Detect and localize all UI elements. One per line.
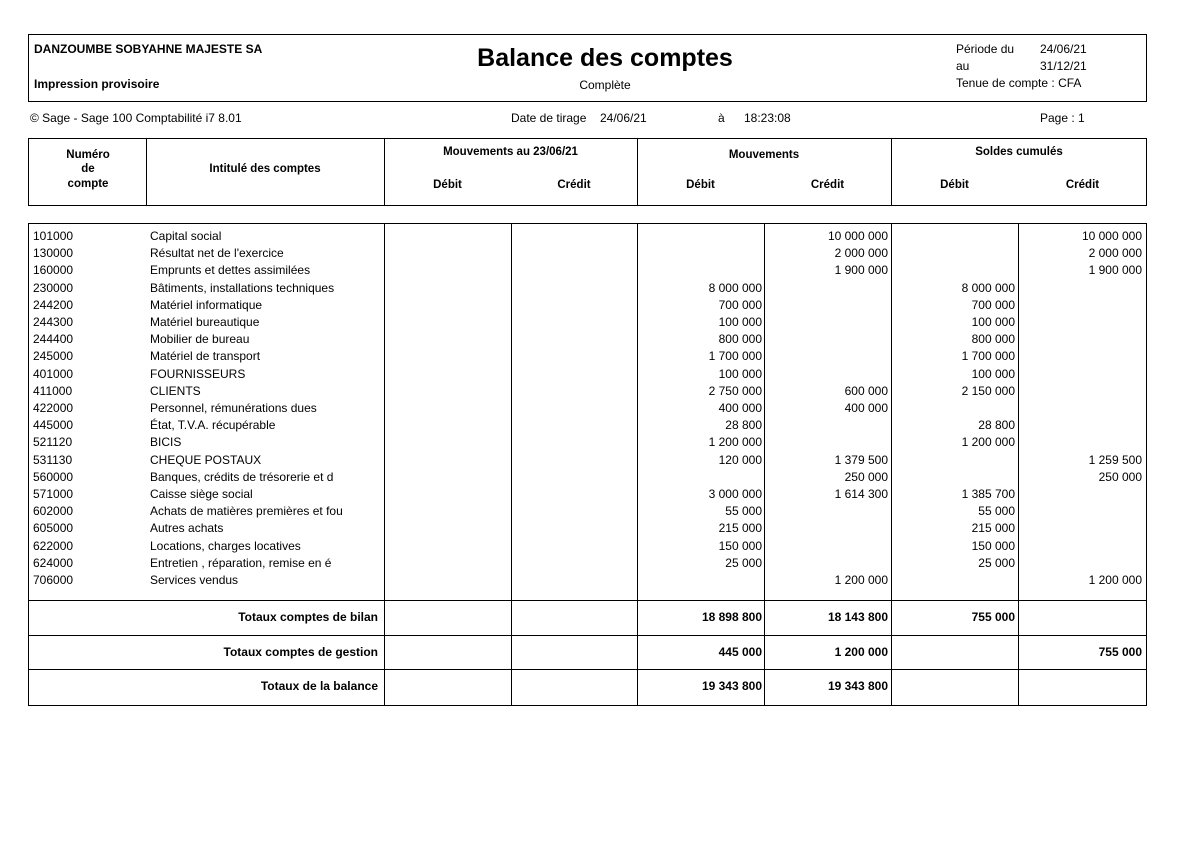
total-debit: 18 898 800 <box>701 610 762 624</box>
table-row <box>30 555 1146 572</box>
debit-cell: 1 200 000 <box>708 435 762 450</box>
solde-credit-cell: 1 200 000 <box>1088 573 1142 587</box>
account-label: Bâtiments, installations techniques <box>150 280 335 295</box>
solde-debit-cell: 100 000 <box>971 315 1015 329</box>
solde-debit-cell: 215 000 <box>971 521 1015 536</box>
account-label: Entretien , réparation, remise en é <box>150 555 332 570</box>
account-label: Capital social <box>150 229 222 243</box>
debit-cell: 120 000 <box>718 452 762 467</box>
account-number: 230000 <box>33 280 74 295</box>
total-label: Totaux comptes de gestion <box>223 645 378 659</box>
credit-cell: 2 000 000 <box>834 246 888 261</box>
account-label: Résultat net de l'exercice <box>150 246 284 261</box>
solde-debit-cell: 8 000 000 <box>961 280 1015 295</box>
col-soldes: Soldes cumulés <box>975 146 1063 158</box>
col-credit: Crédit <box>810 179 845 191</box>
solde-debit-cell: 28 800 <box>978 418 1015 433</box>
table-row <box>30 400 1146 417</box>
solde-debit-cell: 150 000 <box>971 538 1015 553</box>
debit-cell: 8 000 000 <box>708 280 762 295</box>
col-solde-debit: Débit <box>940 179 969 191</box>
col-debit: Débit <box>686 179 715 191</box>
currency-label: Tenue de compte : CFA <box>956 76 1082 90</box>
solde-debit-cell: 2 150 000 <box>961 383 1015 398</box>
credit-cell: 1 379 500 <box>834 452 888 467</box>
total-row <box>30 609 1146 626</box>
period-from-label: Période du <box>956 42 1015 56</box>
account-label: Caisse siège social <box>150 487 253 501</box>
account-number: 130000 <box>33 246 74 261</box>
total-debit: 445 000 <box>718 645 762 659</box>
debit-cell: 3 000 000 <box>708 487 762 501</box>
solde-credit-cell: 1 259 500 <box>1088 452 1142 467</box>
account-label: CLIENTS <box>150 383 201 398</box>
account-number: 521120 <box>33 435 73 450</box>
col-solde-credit: Crédit <box>1065 179 1100 191</box>
report-subtitle: Complète <box>579 78 631 92</box>
solde-debit-cell: 1 385 700 <box>961 487 1015 501</box>
print-mode: Impression provisoire <box>34 77 160 91</box>
account-label: Banques, crédits de trésorerie et d <box>150 469 334 484</box>
account-label: BICIS <box>150 435 182 450</box>
solde-debit-cell: 55 000 <box>978 504 1015 519</box>
account-label: Achats de matières premières et fou <box>150 504 343 519</box>
period-to: 31/12/21 <box>1040 59 1087 73</box>
total-row <box>30 644 1146 661</box>
print-date-label: Date de tirage <box>511 111 587 125</box>
table-row <box>30 538 1146 555</box>
account-label: Matériel de transport <box>150 349 261 364</box>
account-label: Emprunts et dettes assimilées <box>150 263 311 278</box>
credit-cell: 1 200 000 <box>834 573 888 587</box>
solde-credit-cell: 10 000 000 <box>1081 229 1142 243</box>
total-label: Totaux de la balance <box>260 679 378 693</box>
total-credit: 1 200 000 <box>834 645 888 659</box>
col-numero: Numéro <box>66 149 110 161</box>
period-from: 24/06/21 <box>1040 42 1087 56</box>
account-label: Matériel informatique <box>150 297 263 312</box>
table-row <box>30 469 1146 486</box>
table-row <box>30 348 1146 365</box>
solde-debit-cell: 25 000 <box>978 555 1015 570</box>
table-row <box>30 297 1146 314</box>
credit-cell: 250 000 <box>844 469 888 484</box>
account-number: 531130 <box>33 452 73 467</box>
total-label: Totaux comptes de bilan <box>238 610 378 624</box>
period-to-label: au <box>956 59 970 73</box>
account-label: FOURNISSEURS <box>150 366 246 381</box>
debit-cell: 215 000 <box>718 521 762 536</box>
total-row <box>30 678 1146 695</box>
table-row <box>30 262 1146 279</box>
total-solde-debit: 755 000 <box>971 610 1015 624</box>
account-label: Autres achats <box>150 521 224 536</box>
company-name: DANZOUMBE SOBYAHNE MAJESTE SA <box>34 42 263 56</box>
account-label: CHEQUE POSTAUX <box>150 452 262 467</box>
solde-debit-cell: 700 000 <box>971 297 1015 312</box>
table-row <box>30 503 1146 520</box>
table-row <box>30 383 1146 400</box>
report-title: Balance des comptes <box>477 44 733 72</box>
debit-cell: 55 000 <box>725 504 762 519</box>
account-number: 244400 <box>33 332 74 347</box>
account-number: 244200 <box>33 297 74 312</box>
solde-credit-cell: 2 000 000 <box>1088 246 1142 261</box>
solde-debit-cell: 800 000 <box>971 332 1015 347</box>
account-number: 624000 <box>33 555 74 570</box>
credit-cell: 600 000 <box>844 383 888 398</box>
account-label: Matériel bureautique <box>150 315 260 329</box>
solde-credit-cell: 250 000 <box>1098 469 1142 484</box>
debit-cell: 1 700 000 <box>708 349 762 364</box>
account-label: État, T.V.A. récupérable <box>150 418 276 433</box>
account-label: Mobilier de bureau <box>150 332 250 347</box>
account-number: 445000 <box>33 418 74 433</box>
debit-cell: 2 750 000 <box>708 383 762 398</box>
page-number: Page : 1 <box>1040 111 1085 125</box>
account-label: Personnel, rémunérations dues <box>150 401 317 415</box>
table-row <box>30 314 1146 331</box>
table-row <box>30 572 1146 589</box>
account-label: Services vendus <box>150 573 239 587</box>
debit-cell: 700 000 <box>718 297 762 312</box>
credit-cell: 1 614 300 <box>834 487 888 501</box>
account-number: 411000 <box>33 383 73 398</box>
debit-cell: 100 000 <box>718 366 762 381</box>
account-number: 160000 <box>33 263 74 278</box>
col-mouvements: Mouvements <box>728 149 800 161</box>
credit-cell: 400 000 <box>844 401 888 415</box>
debit-cell: 25 000 <box>725 555 762 570</box>
debit-cell: 100 000 <box>718 315 762 329</box>
account-number: 602000 <box>33 504 74 519</box>
debit-cell: 150 000 <box>718 538 762 553</box>
table-row <box>30 245 1146 262</box>
account-number: 571000 <box>33 487 74 501</box>
solde-debit-cell: 1 200 000 <box>961 435 1015 450</box>
col-compte: compte <box>67 178 109 190</box>
table-row <box>30 331 1146 348</box>
table-row <box>30 417 1146 434</box>
table-row <box>30 228 1146 245</box>
software-info: © Sage - Sage 100 Comptabilité i7 8.01 <box>30 111 242 125</box>
total-credit: 19 343 800 <box>827 679 888 693</box>
account-number: 401000 <box>33 366 74 381</box>
total-debit: 19 343 800 <box>701 679 762 693</box>
solde-credit-cell: 1 900 000 <box>1088 263 1142 278</box>
table-row <box>30 452 1146 469</box>
print-time: 18:23:08 <box>744 111 791 125</box>
table-row <box>30 280 1146 297</box>
account-label: Locations, charges locatives <box>150 538 301 553</box>
total-credit: 18 143 800 <box>827 610 888 624</box>
col-prev-debit: Débit <box>433 179 462 191</box>
solde-debit-cell: 1 700 000 <box>961 349 1015 364</box>
account-number: 101000 <box>33 229 74 243</box>
table-row <box>30 520 1146 537</box>
table-row <box>30 486 1146 503</box>
print-time-label: à <box>718 111 725 125</box>
debit-cell: 800 000 <box>718 332 762 347</box>
solde-debit-cell: 100 000 <box>971 366 1015 381</box>
account-number: 605000 <box>33 521 74 536</box>
account-number: 245000 <box>33 349 74 364</box>
debit-cell: 28 800 <box>725 418 762 433</box>
col-intitule: Intitulé des comptes <box>209 163 321 175</box>
account-number: 244300 <box>33 315 74 329</box>
account-number: 560000 <box>33 469 74 484</box>
account-number: 622000 <box>33 538 74 553</box>
print-date: 24/06/21 <box>600 111 647 125</box>
credit-cell: 10 000 000 <box>827 229 888 243</box>
total-solde-credit: 755 000 <box>1098 645 1142 659</box>
table-row <box>30 434 1146 451</box>
col-mouvements-prev: Mouvements au 23/06/21 <box>443 146 578 158</box>
account-number: 706000 <box>33 573 74 587</box>
debit-cell: 400 000 <box>718 401 762 415</box>
col-de: de <box>81 163 95 175</box>
account-number: 422000 <box>33 401 74 415</box>
credit-cell: 1 900 000 <box>834 263 888 278</box>
col-prev-credit: Crédit <box>557 179 591 191</box>
table-row <box>30 366 1146 383</box>
